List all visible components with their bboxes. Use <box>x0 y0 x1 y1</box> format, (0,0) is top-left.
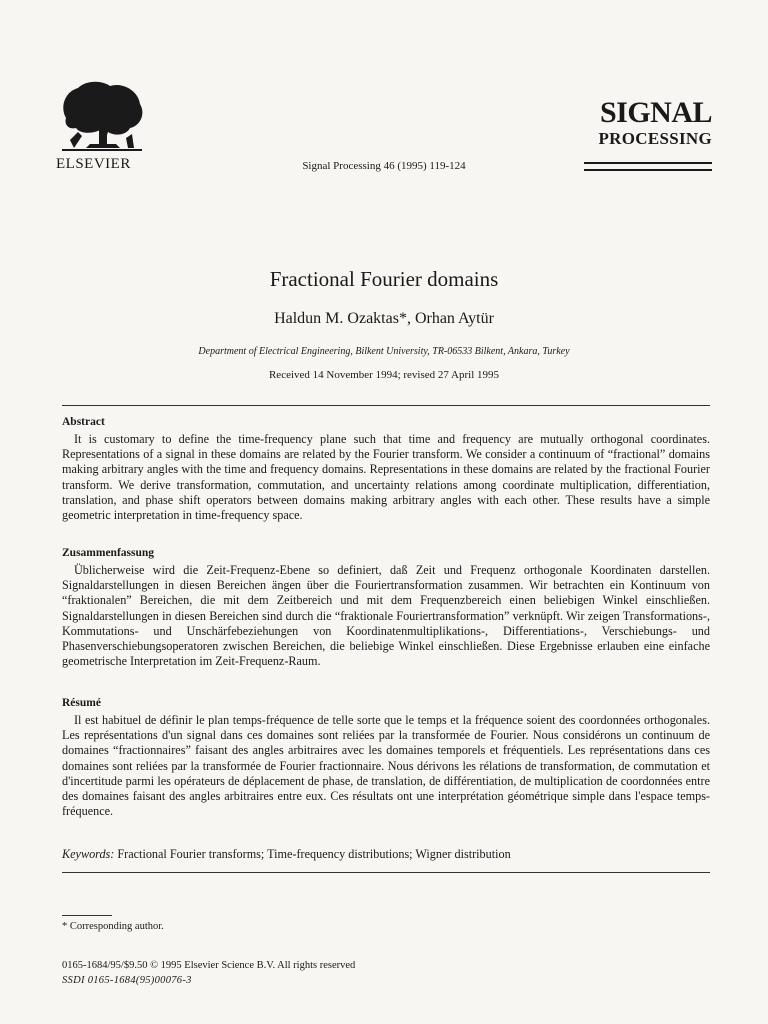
keywords <box>62 847 710 862</box>
journal-brand <box>560 98 712 148</box>
copyright-block <box>62 958 355 988</box>
article-authors: Haldun M. Ozaktas*, Orhan Aytür <box>274 310 494 327</box>
received-dates: Received 14 November 1994; revised 27 April 1995 <box>268 369 500 381</box>
brand-rule-top <box>584 162 712 164</box>
zusammenfassung-heading: Zusammenfassung <box>62 547 155 559</box>
zusammenfassung-section <box>62 547 710 669</box>
resume-heading: Résumé <box>62 697 101 709</box>
brand-line-1: SIGNAL <box>599 96 712 129</box>
journal-reference: Signal Processing 46 (1995) 119-124 <box>302 160 466 172</box>
elsevier-tree-logo <box>56 78 146 154</box>
author-affiliation: Department of Electrical Engineering, Bilkent University, TR-06533 Bilkent, Ankara, Turkey <box>198 346 570 357</box>
divider-top <box>62 405 710 406</box>
article-title: Fractional Fourier domains <box>269 267 499 291</box>
resume-text: Il est habituel de définir le plan temps-fréquence de telle sorte que le temps et la fréquence soient des coordonnées orthogonales. Les représentations d'un signal dans ces domaines sont reliées par la transformée de Fourier. Nous considérons un continuum de domaines “fractionnaires” faisant des angles arbitraires avec les domaines temporels et fréquentiels. Les représentations dans ces domaines sont reliées par la transformée de Fourier fractionnaire. Nous dérivons les rélations de transformation, de commutation et d'incertitude parmi les opérateurs de déplacement de phase, de translation, de différentiation, de multiplication de coordonnées entre des domaines faisant des angles arbitraires entre eux. Ces résultats ont une interprétation géométrique simple dans l'espace temps-fréquence. <box>62 713 710 819</box>
abstract-heading: Abstract <box>62 416 105 428</box>
copyright-line: 0165-1684/95/$9.50 © 1995 Elsevier Science B.V. All rights reserved <box>62 960 356 971</box>
footnote-rule <box>62 915 112 916</box>
keywords-label: Keywords: <box>62 847 115 861</box>
brand-line-2: PROCESSING <box>598 129 712 148</box>
keywords-text: Fractional Fourier transforms; Time-frequency distributions; Wigner distribution <box>117 847 511 861</box>
resume-section <box>62 697 710 819</box>
brand-rule-bottom <box>584 169 712 171</box>
abstract-section <box>62 416 710 523</box>
publisher-name: ELSEVIER <box>56 156 131 172</box>
ssdi-line: SSDI 0165-1684(95)00076-3 <box>62 975 192 986</box>
corresponding-author-footnote: * Corresponding author. <box>62 921 164 932</box>
abstract-text: It is customary to define the time-frequency plane such that time and frequency are mutually orthogonal coordinates. Representations of a signal in these domains are related by the Fourier transform. We consider a continuum of “fractional” domains making arbitrary angles with the time and frequency domains. Representations in these domains are related by the fractional Fourier transform. We derive transformation, commutation, and uncertainty relations among coordinate multiplication, differentiation, translation, and phase shift operators between domains making arbitrary angles with each other. These results have a simple geometric interpretation in time-frequency space. <box>62 432 710 523</box>
divider-bottom <box>62 872 710 873</box>
zusammenfassung-text: Üblicherweise wird die Zeit-Frequenz-Ebene so definiert, daß Zeit und Frequenz orthogonale Koordinaten darstellen. Signaldarstellungen in diesen Bereichen ängen über die Fouriertransformation zusammen. Wir betrachten ein Kontinuum von “fraktionalen” Bereichen, die mit dem Zeitbereich und mit dem Frequenzbereich einen beliebigen Winkel einschließen. Signaldarstellungen in diesen Bereichen sind durch die “fraktionale Fouriertransformation” verknüpft. Wir zeigen Transformations-, Kommutations- und Unschärfebeziehungen von Koordinatenmultiplikations-, Differentiations-, Verschiebungs- und Phasenverschiebungsoperatoren zwischen Bereichen, die beliebige Winkel einschließen. Diese Ergebnisse erlauben eine einfache geometrische Interpretation im Zeit-Frequenz-Raum. <box>62 563 710 669</box>
